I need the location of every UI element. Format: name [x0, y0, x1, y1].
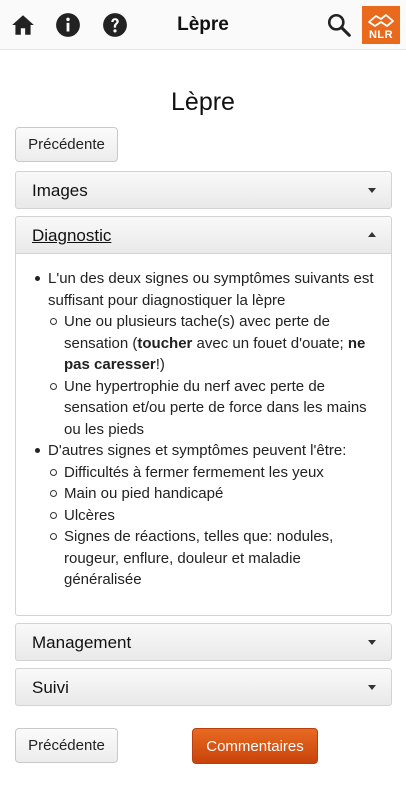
- logo-text: NLR: [368, 29, 394, 41]
- accordion-diagnostic[interactable]: [15, 216, 392, 254]
- caret-down-icon: [368, 188, 376, 193]
- sign1-bold-touch: toucher: [137, 334, 193, 352]
- list-item: [48, 505, 380, 527]
- sign1-text-3: !): [155, 356, 165, 373]
- diagnostic-intro: L'un des deux signes ou symptômes suivants est suffisant pour diagnostiquer la lèpre: [48, 270, 374, 309]
- other-sign-text: Signes de réactions, telles que: nodules, rougeur, enflure, douleur et maladie généralisée: [64, 528, 334, 588]
- nlr-logo: [362, 6, 400, 44]
- accordion-suivi-label: Suivi: [32, 678, 69, 697]
- list-item: [48, 462, 380, 484]
- caret-down-icon: [368, 685, 376, 690]
- list-item: [30, 440, 380, 591]
- list-item: [48, 311, 380, 376]
- sign1-text-2: avec un fouet d'ouate;: [192, 334, 348, 352]
- other-signs-intro: D'autres signes et symptômes peuvent l'être:: [48, 442, 347, 459]
- previous-button-bottom[interactable]: Précédente: [15, 728, 118, 763]
- handshake-icon: [367, 10, 395, 30]
- sign2-text: Une hypertrophie du nerf avec perte de sensation et/ou perte de force dans les mains ou les pieds: [64, 377, 367, 438]
- list-item: [30, 268, 380, 440]
- accordion-management-label: Management: [32, 633, 132, 652]
- list-item: [48, 483, 380, 505]
- sign1-bold-no-stroke: ne pas caresser: [64, 334, 366, 373]
- other-sign-text: Ulcères: [64, 506, 115, 524]
- list-item: [48, 376, 380, 441]
- other-sign-text: Main ou pied handicapé: [64, 485, 224, 502]
- caret-down-icon: [368, 640, 376, 645]
- accordion-images[interactable]: [15, 171, 392, 209]
- accordion-diagnostic-label: Diagnostic: [32, 226, 112, 245]
- other-sign-text: Difficultés à fermer fermement les yeux: [64, 463, 324, 481]
- app-bar-title: Lèpre: [177, 14, 229, 35]
- accordion-diagnostic-body: [15, 254, 392, 616]
- previous-button-top[interactable]: Précédente: [15, 127, 118, 162]
- page-title: Lèpre: [171, 88, 235, 116]
- search-icon[interactable]: [326, 12, 352, 38]
- sign1-text: Une ou plusieurs tache(s) avec perte de sensation (: [64, 313, 330, 352]
- top-bar: [0, 0, 406, 50]
- accordion-images-label: Images: [32, 181, 88, 200]
- diagnostic-content: [30, 268, 380, 591]
- accordion-management[interactable]: [15, 623, 392, 661]
- comments-button[interactable]: Commentaires: [192, 728, 318, 764]
- caret-up-icon: [368, 232, 376, 237]
- accordion-suivi[interactable]: [15, 668, 392, 706]
- list-item: [48, 526, 380, 591]
